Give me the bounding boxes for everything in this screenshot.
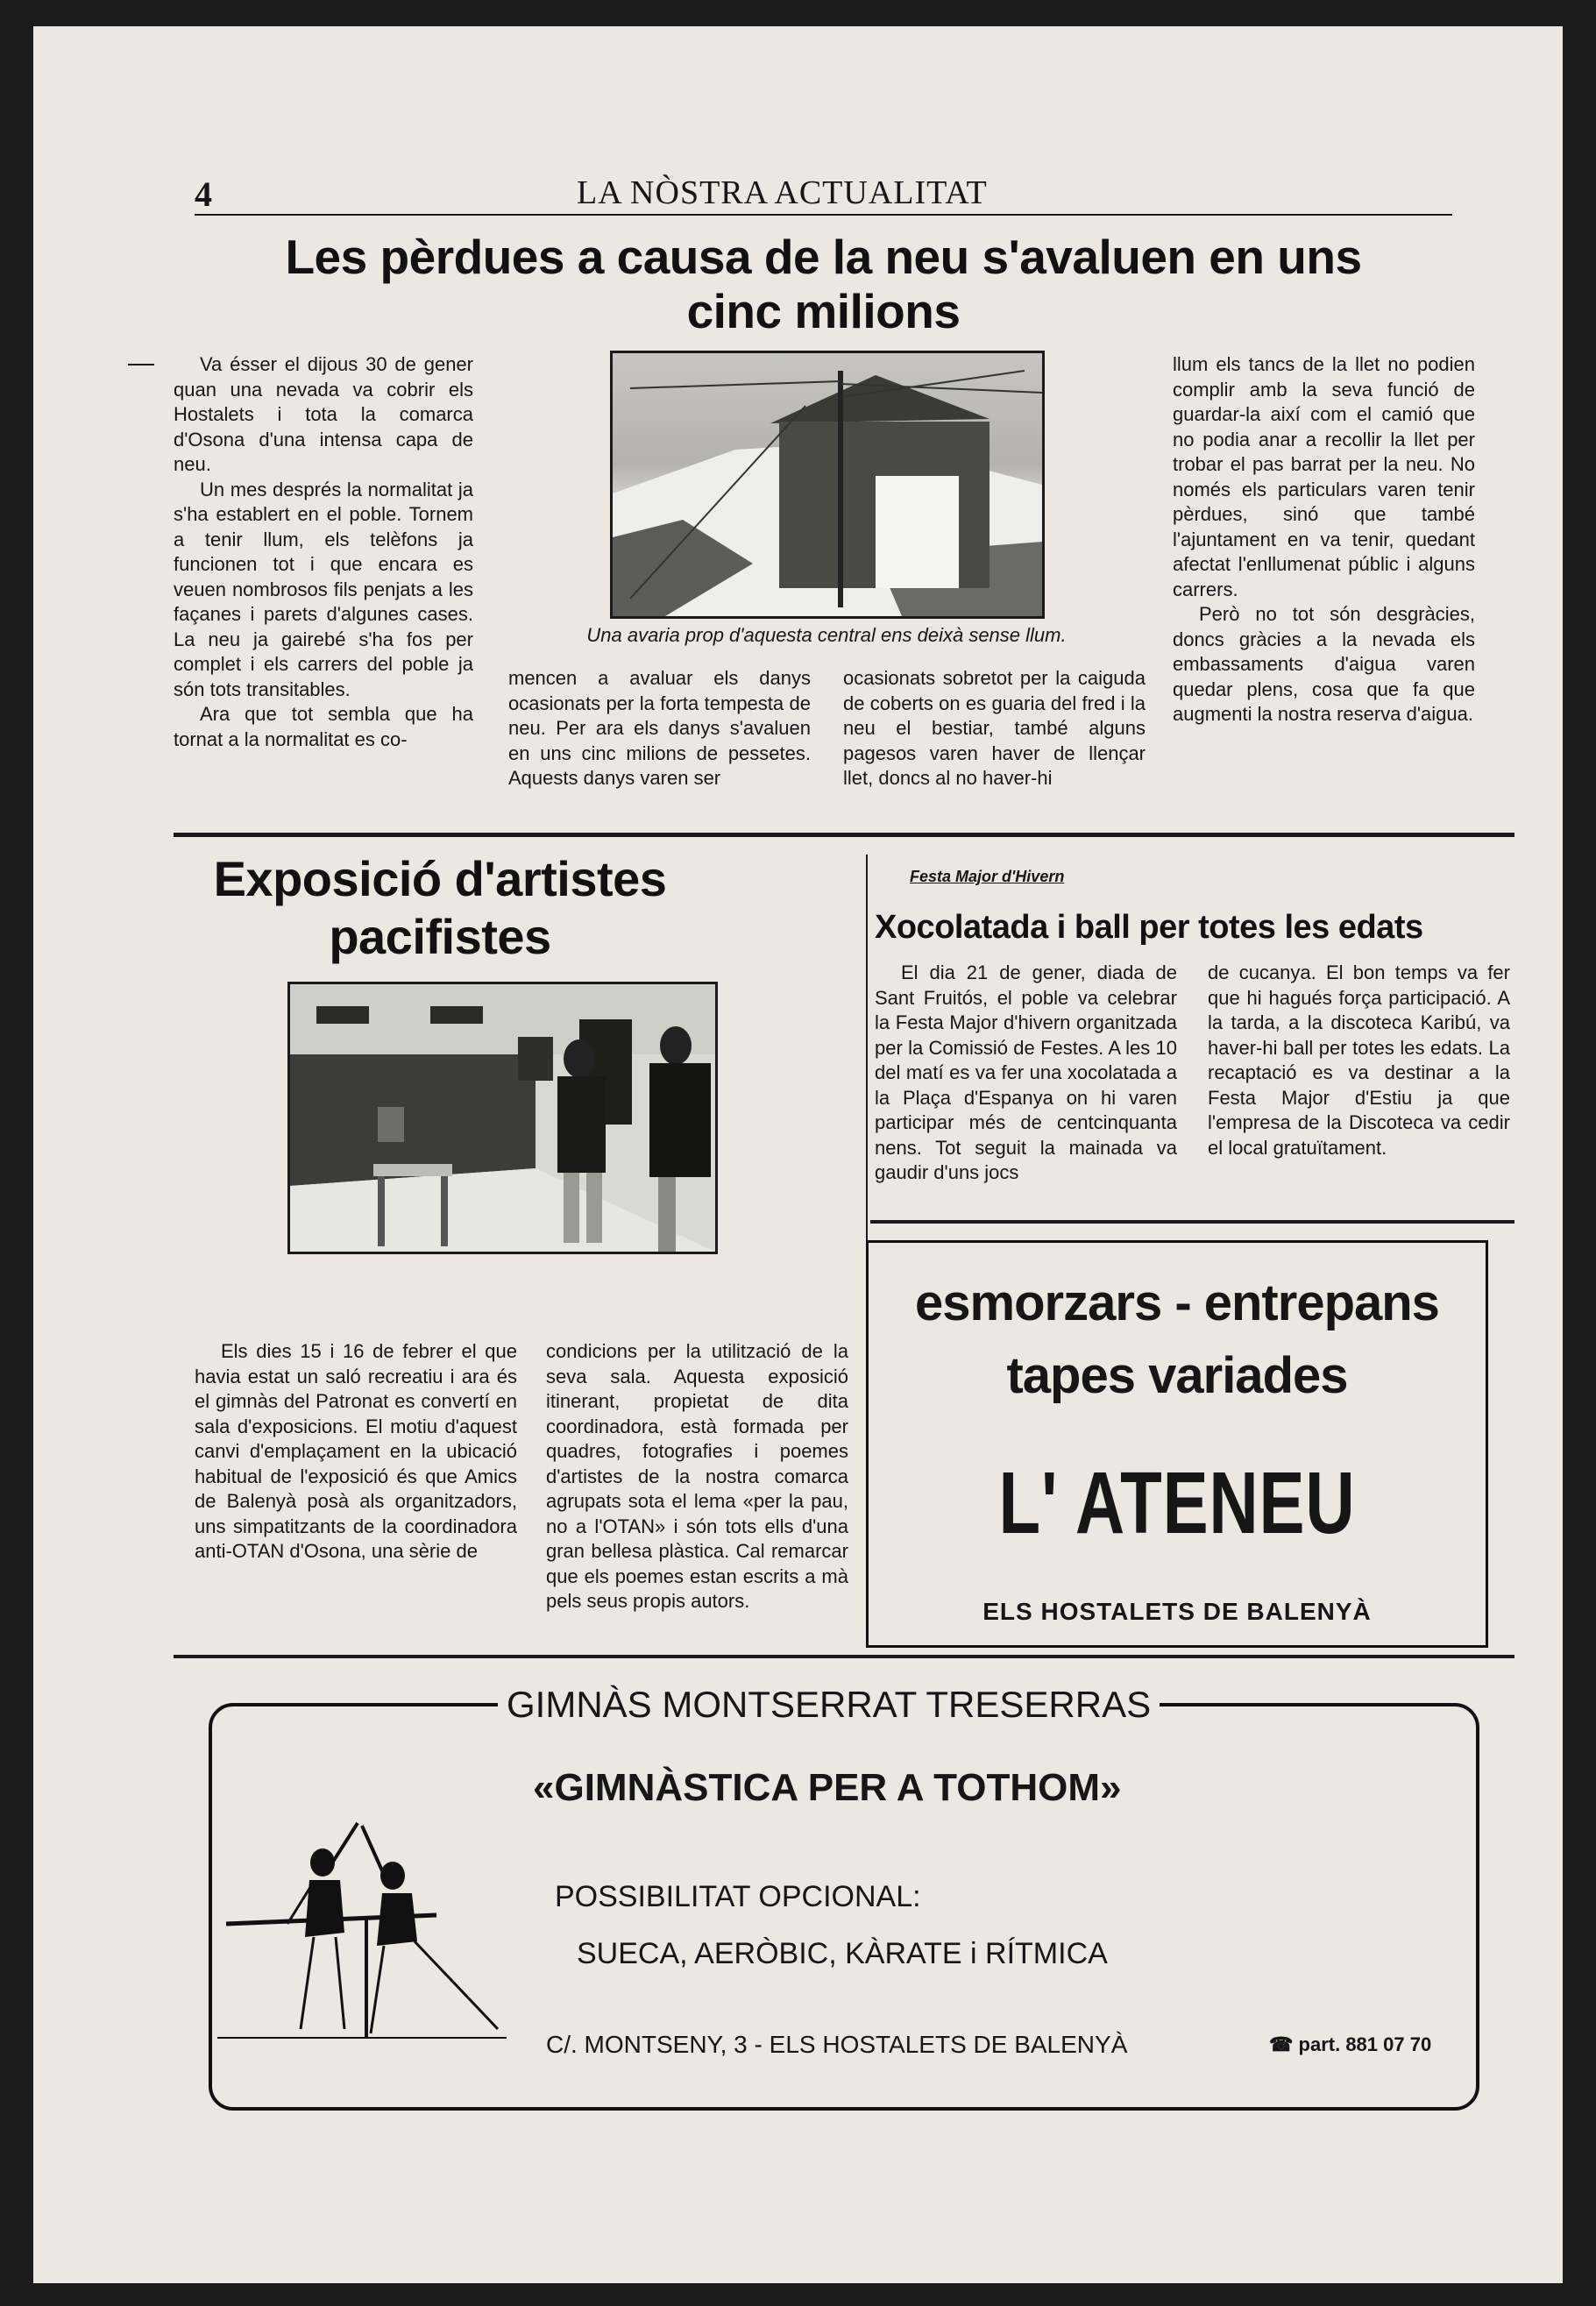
article1-photo (610, 351, 1045, 619)
ad-ateneu-location: ELS HOSTALETS DE BALENYÀ (982, 1598, 1372, 1625)
ad-ateneu (866, 1240, 1488, 1648)
article1-column-2: mencen a avaluar els danys ocasionats per la forta tempesta de neu. Per ara els danys s'avaluen en uns cinc milions de pessetes. Aquests danys varen ser (508, 667, 811, 789)
article3-kicker: Festa Major d'Hivern (910, 868, 1065, 885)
section-title: LA NÒSTRA ACTUALITAT (577, 174, 988, 211)
ad-gym-phone-number: part. 881 07 70 (1298, 2033, 1432, 2055)
ad-gym-phone (1269, 2033, 1431, 2056)
ad-gym-title: GIMNÀS MONTSERRAT TRESERRAS (498, 1684, 1160, 1726)
header-rule (195, 214, 1452, 216)
ad-ateneu-line2: tapes variades (1006, 1347, 1348, 1404)
ad-gym-slogan: «GIMNÀSTICA PER A TOTHOM» (533, 1766, 1122, 1809)
article1-column-4 (1173, 352, 1475, 727)
article3-column-2: de cucanya. El bon temps va fer que hi hagués força participació. A la tarda, a la discoteca Karibú, va haver-hi ball per totes les edats. La recaptació es va destinar a la Festa Major d'Estiu ja que l'empresa de la Discoteca va cedir el local gratuïtament. (1208, 961, 1510, 1159)
article1-column-3: ocasionats sobretot per la caiguda de coberts on es guaria del fred i la neu el bestiar, també alguns pagesos varen haver de llençar llet, doncs al no haver-hi (843, 667, 1146, 789)
article2-photo (287, 982, 718, 1254)
telephone-icon: ☎ (1269, 2033, 1294, 2055)
article2-headline (195, 850, 685, 966)
newspaper-page (33, 26, 1563, 2283)
article3-column-1 (875, 961, 1177, 1186)
ad-gym-options: SUECA, AERÒBIC, KÀRATE i RÍTMICA (577, 1937, 1108, 1970)
article2-column-1 (195, 1339, 517, 1565)
margin-dash (128, 364, 154, 365)
article1-col1-paragraph3: Ara que tot sembla que ha tornat a la normalitat es co- (174, 703, 473, 750)
article1-photo-caption: Una avaria prop d'aquesta central ens deixà sense llum. (586, 624, 1067, 646)
article1-headline-line2: cinc milions (686, 284, 961, 338)
article2-headline-line1: Exposició d'artistes (213, 851, 667, 906)
ballet-dancers-icon (217, 1819, 507, 2047)
ad-gym-option-label: POSSIBILITAT OPCIONAL: (555, 1880, 921, 1913)
middle-bottom-rule (174, 1655, 1514, 1658)
power-station-illustration (613, 353, 1042, 616)
article1-column-1 (174, 352, 473, 752)
article1-col4-paragraph2: Però no tot són desgràcies, doncs gràcies a la nevada els embassaments d'aigua varen quedar plens, cosa que fa que augmenti la nostra reserva d'aigua. (1173, 603, 1475, 725)
article3-headline: Xocolatada i ball per totes les edats (875, 909, 1423, 946)
ad-ateneu-name: L' ATENEU (998, 1454, 1356, 1552)
article1-col1-paragraph2: Un mes després la normalitat ja s'ha establert en el poble. Tornem a tenir llum, els telèfons ja funcionen tot i que encara es veuen nombrosos fils penjats a les façanes i parets d'algunes cases. La neu ja gairebé s'ha fos per complet i els carrers del poble ja són tots transitables. (174, 478, 473, 700)
ad-ateneu-line1: esmorzars - entrepans (915, 1274, 1439, 1331)
page-number: 4 (195, 174, 212, 214)
ad-gym-address: C/. MONTSENY, 3 - ELS HOSTALETS DE BALENYÀ (546, 2031, 1128, 2058)
article1-bottom-rule (174, 833, 1514, 837)
article2-col1-text: Els dies 15 i 16 de febrer el que havia estat un saló recreatiu i ara és el gimnàs del Patronat es convertí en sala d'exposicions. El motiu d'aquest canvi d'emplaçament en la ubicació habitual de l'exposició és que Amics de Balenyà posà als organitzadors, uns simpatitzants de la coordinadora anti-OTAN d'Osona, una sèrie de (195, 1340, 517, 1562)
article3-bottom-rule (870, 1220, 1514, 1224)
article1-headline (195, 230, 1452, 338)
article2-headline-line2: pacifistes (329, 909, 551, 964)
exhibition-room-illustration (290, 984, 715, 1252)
article2-column-2: condicions per la utilització de la seva sala. Aquesta exposició itinerant, propietat de dita coordinadora, està formada per quadres, fotografies i poemes d'artistes de la nostra comarca agrupats sota el lema «per la pau, no a l'OTAN» i són tots ells d'una gran bellesa plàstica. Cal remarcar que els poemes estan escrits a mà pels seus propis autors. (546, 1340, 848, 1612)
article1-col1-paragraph1: Va ésser el dijous 30 de gener quan una nevada va cobrir els Hostalets i tota la comarca d'Osona d'una intensa capa de neu. (174, 353, 473, 475)
article1-col4-paragraph1: llum els tancs de la llet no podien complir amb la seva funció de guardar-la així com el camió que no podia anar a recollir la llet per trobar el pas barrat per la neu. No només els particulars varen tenir pèrdues, sinó que també l'ajuntament en va tenir, quedant afectat l'enllumenat públic i alguns carrers. (1173, 353, 1475, 600)
article3-col1-text: El dia 21 de gener, diada de Sant Fruitós, el poble va celebrar la Festa Major d'hivern organitzada per la Comissió de Festes. A les 10 del matí es va fer una xocolatada a la Plaça d'Espanya on hi varen participar més de centcinquanta nens. Tot seguit la mainada va gaudir d'uns jocs (875, 961, 1177, 1183)
article1-headline-line1: Les pèrdues a causa de la neu s'avaluen en uns (285, 230, 1362, 284)
ad-gym (182, 1678, 1506, 2112)
